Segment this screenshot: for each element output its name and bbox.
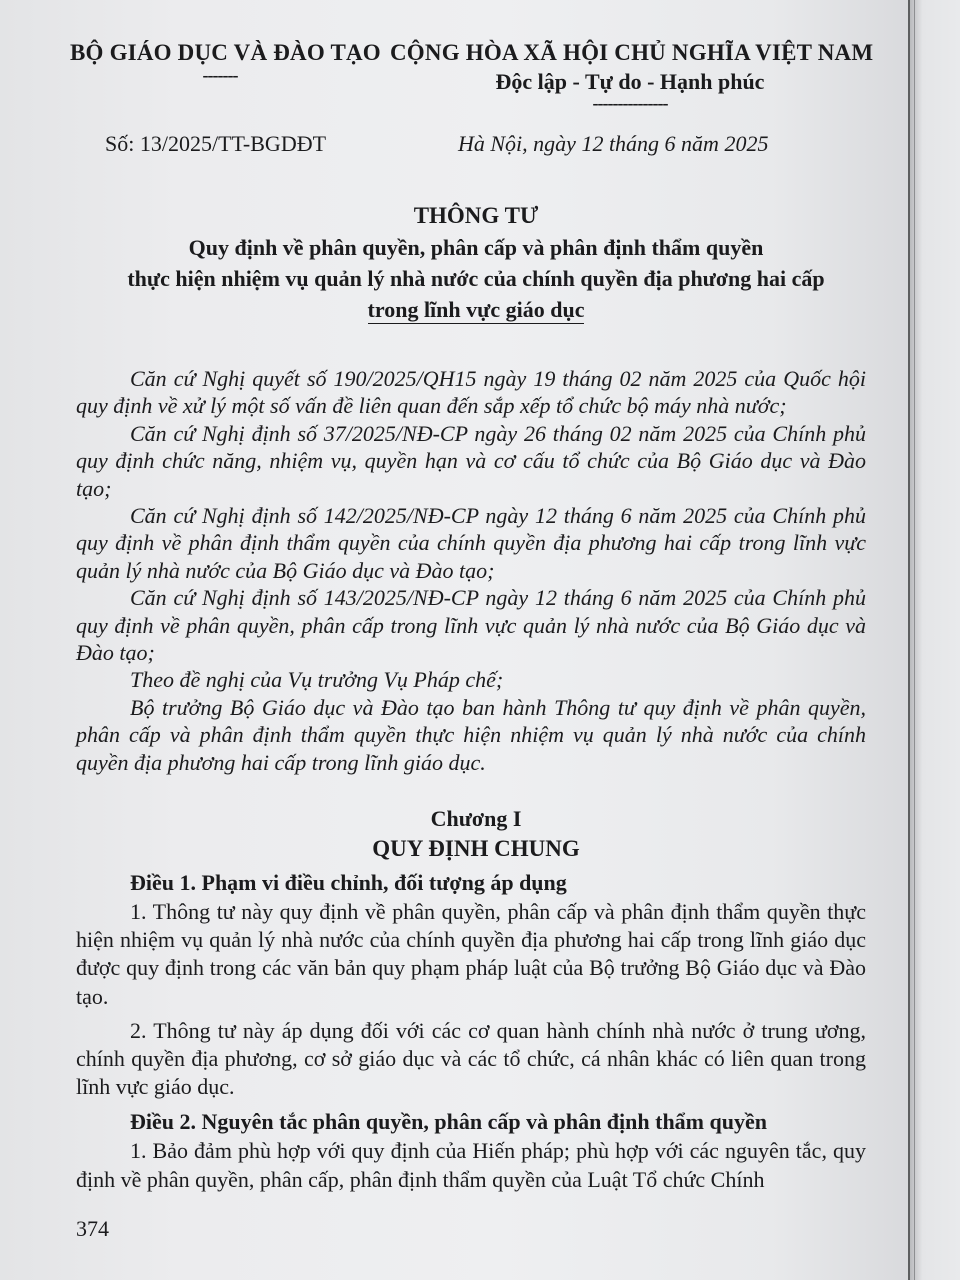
document-type: THÔNG TƯ (413, 203, 539, 228)
document-body (76, 868, 866, 1194)
article-2-clause: 1. Bảo đảm phù hợp với quy định của Hiến pháp; phù hợp với các nguyên tắc, quy định về phân quyền, phân cấp, phân định thẩm quyền của Luật Tổ chức Chính (76, 1138, 866, 1192)
legal-basis-item: Căn cứ Nghị định số 37/2025/NĐ-CP ngày 26 tháng 02 năm 2025 của Chính phủ quy định chức năng, nhiệm vụ, quyền hạn và cơ cấu tổ chức của Bộ Giáo dục và Đào tạo; (76, 420, 866, 501)
national-header (390, 38, 874, 113)
legal-basis-item: Căn cứ Nghị định số 142/2025/NĐ-CP ngày 12 tháng 6 năm 2025 của Chính phủ quy định về phân định thẩm quyền của chính quyền địa phương hai cấp trong lĩnh vực quản lý nhà nước của Bộ Giáo dục và Đào tạo; (76, 503, 866, 583)
legal-basis (76, 365, 866, 776)
national-motto: Độc lập - Tự do - Hạnh phúc (495, 69, 765, 94)
document-number: Số: 13/2025/TT-BGDĐT (105, 131, 327, 156)
motto-rule: --------------- (592, 93, 668, 113)
chapter-name: QUY ĐỊNH CHUNG (372, 836, 580, 861)
legal-basis-item: Căn cứ Nghị định số 143/2025/NĐ-CP ngày 12 tháng 6 năm 2025 của Chính phủ quy định về phân quyền, phân cấp trong lĩnh vực quản lý nhà nước của Bộ Giáo dục và Đào tạo; (76, 585, 866, 666)
adjacent-page-edge (910, 0, 960, 1280)
legal-basis-item: Căn cứ Nghị quyết số 190/2025/QH15 ngày 19 tháng 02 năm 2025 của Quốc hội quy định về xử lý một số vấn đề liên quan đến sắp xếp tổ chức bộ máy nhà nước; (76, 366, 866, 419)
page-edge-line (914, 0, 915, 1280)
article-2-heading: Điều 2. Nguyên tắc phân quyền, phân cấp và phân định thẩm quyền (130, 1109, 767, 1135)
legal-basis-item: Theo đề nghị của Vụ trưởng Vụ Pháp chế; (130, 667, 504, 693)
title-line-3: trong lĩnh vực giáo dục (367, 297, 585, 322)
title-line-1: Quy định về phân quyền, phân cấp và phân định thẩm quyền (188, 235, 764, 260)
article-1-clause: 2. Thông tư này áp dụng đối với các cơ quan hành chính nhà nước ở trung ương, chính quyền địa phương, cơ sở giáo dục và các tổ chức, cá nhân khác có liên quan trong lĩnh vực giáo dục. (76, 1017, 866, 1100)
page-number: 374 (76, 1216, 109, 1241)
chapter-heading (60, 804, 892, 865)
ministry-rule: ------- (202, 65, 238, 85)
country-name: CỘNG HÒA XÃ HỘI CHỦ NGHĨA VIỆT NAM (390, 40, 874, 65)
article-1-heading: Điều 1. Phạm vi điều chỉnh, đối tượng áp dụng (130, 870, 567, 895)
legal-basis-item: Bộ trưởng Bộ Giáo dục và Đào tạo ban hành Thông tư quy định về phân quyền, phân cấp và phân định thẩm quyền thực hiện nhiệm vụ quản lý nhà nước của chính quyền địa phương hai cấp trong lĩnh giáo dục. (76, 694, 866, 775)
ministry-header (70, 38, 381, 85)
title-line-2: thực hiện nhiệm vụ quản lý nhà nước của chính quyền địa phương hai cấp (127, 266, 825, 291)
document-title-block (60, 200, 892, 325)
chapter-number: Chương I (430, 806, 522, 831)
place-and-date: Hà Nội, ngày 12 tháng 6 năm 2025 (458, 131, 769, 156)
article-1-clause: 1. Thông tư này quy định về phân quyền, phân cấp và phân định thẩm quyền thực hiện nhiệm vụ quản lý nhà nước của chính quyền địa phương hai cấp trong lĩnh giáo dục được quy định trong các văn bản quy phạm pháp luật của Bộ trưởng Bộ Giáo dục và Đào tạo. (76, 899, 866, 1009)
ministry-name: BỘ GIÁO DỤC VÀ ĐÀO TẠO (70, 40, 381, 65)
